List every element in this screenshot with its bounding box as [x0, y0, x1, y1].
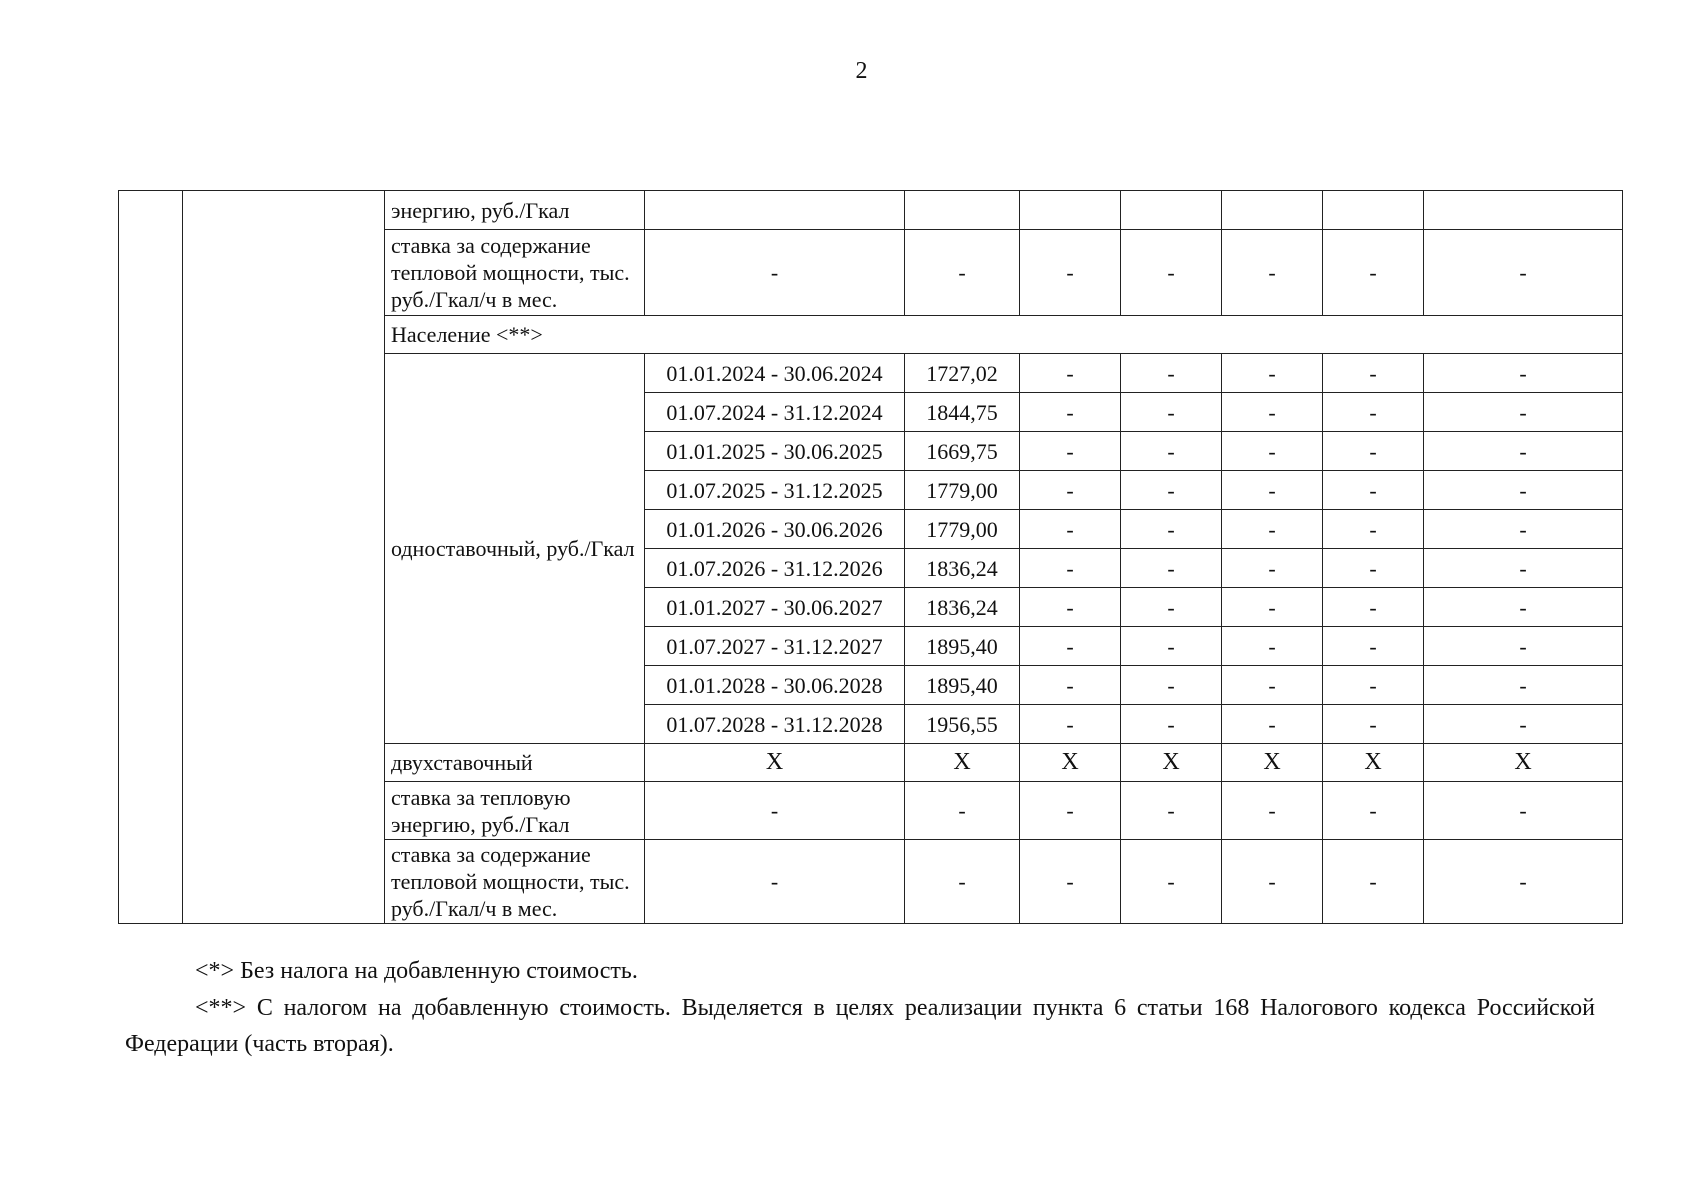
price-cell: 1836,24 [905, 588, 1020, 627]
table-cell: - [645, 230, 905, 316]
period-cell: 01.07.2027 - 31.12.2027 [645, 627, 905, 666]
price-cell: 1895,40 [905, 666, 1020, 705]
price-cell: 1895,40 [905, 627, 1020, 666]
table-cell: X [1020, 744, 1121, 782]
row-label: ставка за содержание тепловой мощности, тыс. руб./Гкал/ч в мес. [385, 840, 645, 924]
page-number: 2 [855, 58, 868, 84]
table-cell: - [1424, 627, 1623, 666]
table-cell: - [1424, 588, 1623, 627]
table-cell: - [905, 840, 1020, 924]
table-cell: - [1424, 393, 1623, 432]
price-cell: 1779,00 [905, 510, 1020, 549]
table-cell [1424, 191, 1623, 230]
table-cell: - [645, 840, 905, 924]
table-cell: - [905, 230, 1020, 316]
table-cell: - [1323, 471, 1424, 510]
row-label: двухставочный [385, 744, 645, 782]
table-cell: - [1424, 549, 1623, 588]
table-cell: - [1222, 471, 1323, 510]
table-cell: - [1020, 705, 1121, 744]
table-cell: - [1121, 627, 1222, 666]
row-label: одноставочный, руб./Гкал [385, 354, 645, 744]
table-cell: - [1020, 627, 1121, 666]
price-cell: 1836,24 [905, 549, 1020, 588]
table-cell: - [1121, 510, 1222, 549]
table-cell [1121, 191, 1222, 230]
price-cell: 1779,00 [905, 471, 1020, 510]
table-cell: - [1424, 432, 1623, 471]
tariff-table [118, 190, 1623, 924]
price-cell: 1844,75 [905, 393, 1020, 432]
table-cell: X [1222, 744, 1323, 782]
footnote-with-vat: <**> С налогом на добавленную стоимость. Выделяется в целях реализации пункта 6 статьи 168 Налогового кодекса Российской Федерации (часть вторая). [125, 995, 1595, 1057]
table-cell: X [1424, 744, 1623, 782]
table-cell: - [1424, 354, 1623, 393]
table-cell: - [645, 782, 905, 840]
price-cell: 1669,75 [905, 432, 1020, 471]
row-label: ставка за содержание тепловой мощности, тыс. руб./Гкал/ч в мес. [385, 230, 645, 316]
table-cell [1222, 191, 1323, 230]
table-cell: - [905, 782, 1020, 840]
table-cell: - [1424, 782, 1623, 840]
table-cell: X [645, 744, 905, 782]
table-cell: - [1424, 230, 1623, 316]
table-cell: - [1020, 588, 1121, 627]
table-cell: X [1121, 744, 1222, 782]
table-cell: - [1020, 666, 1121, 705]
table-cell: - [1323, 840, 1424, 924]
table-cell: - [1323, 432, 1424, 471]
table-cell: - [1121, 354, 1222, 393]
table-cell: - [1323, 627, 1424, 666]
table-cell: - [1222, 432, 1323, 471]
table-cell: - [1020, 230, 1121, 316]
table-cell: - [1222, 354, 1323, 393]
row-label: энергию, руб./Гкал [385, 191, 645, 230]
table-cell: - [1121, 230, 1222, 316]
table-cell: - [1424, 705, 1623, 744]
empty-cell-col2 [183, 191, 385, 924]
table-cell: - [1222, 230, 1323, 316]
table-cell: - [1121, 432, 1222, 471]
table-cell: - [1222, 510, 1323, 549]
table-cell: - [1222, 705, 1323, 744]
table-cell: - [1323, 705, 1424, 744]
table-cell: - [1222, 627, 1323, 666]
table-cell: - [1323, 393, 1424, 432]
table-cell: - [1020, 471, 1121, 510]
table-cell: - [1020, 432, 1121, 471]
table-cell: - [1323, 510, 1424, 549]
table-cell: - [1323, 549, 1424, 588]
table-cell: - [1424, 666, 1623, 705]
price-cell: 1956,55 [905, 705, 1020, 744]
table-cell: - [1222, 840, 1323, 924]
table-cell: - [1323, 354, 1424, 393]
period-cell: 01.07.2024 - 31.12.2024 [645, 393, 905, 432]
table-cell: - [1424, 840, 1623, 924]
period-cell: 01.01.2027 - 30.06.2027 [645, 588, 905, 627]
table-cell: - [1222, 393, 1323, 432]
table-cell: - [1323, 230, 1424, 316]
table-cell: - [1121, 588, 1222, 627]
table-cell: - [1020, 782, 1121, 840]
empty-cell-col1 [119, 191, 183, 924]
table-cell: - [1121, 471, 1222, 510]
table-cell: - [1020, 393, 1121, 432]
table-cell: - [1323, 666, 1424, 705]
row-label: ставка за тепловую энергию, руб./Гкал [385, 782, 645, 840]
period-cell: 01.07.2025 - 31.12.2025 [645, 471, 905, 510]
table-cell: - [1424, 471, 1623, 510]
table-cell: - [1121, 705, 1222, 744]
period-cell: 01.07.2026 - 31.12.2026 [645, 549, 905, 588]
period-cell: 01.01.2028 - 30.06.2028 [645, 666, 905, 705]
period-cell: 01.07.2028 - 31.12.2028 [645, 705, 905, 744]
table-cell [645, 191, 905, 230]
table-cell: - [1222, 782, 1323, 840]
table-cell: - [1323, 588, 1424, 627]
table-cell: - [1222, 588, 1323, 627]
footnote-no-vat: <*> Без налога на добавленную стоимость. [195, 958, 638, 984]
period-cell: 01.01.2025 - 30.06.2025 [645, 432, 905, 471]
table-cell: - [1121, 549, 1222, 588]
table-cell: - [1121, 666, 1222, 705]
table-cell: - [1121, 840, 1222, 924]
table-cell: - [1424, 510, 1623, 549]
table-cell: - [1323, 782, 1424, 840]
table-cell: - [1222, 666, 1323, 705]
table-cell: - [1020, 510, 1121, 549]
price-cell: 1727,02 [905, 354, 1020, 393]
period-cell: 01.01.2024 - 30.06.2024 [645, 354, 905, 393]
table-cell: - [1121, 393, 1222, 432]
table-cell: X [905, 744, 1020, 782]
table-cell: - [1222, 549, 1323, 588]
section-header: Население <**> [385, 316, 1623, 354]
table-cell: - [1020, 549, 1121, 588]
table-cell: - [1020, 354, 1121, 393]
table-cell: X [1323, 744, 1424, 782]
table-cell: - [1121, 782, 1222, 840]
table-cell [1323, 191, 1424, 230]
table-row [119, 191, 1623, 230]
table-cell [1020, 191, 1121, 230]
period-cell: 01.01.2026 - 30.06.2026 [645, 510, 905, 549]
table-cell: - [1020, 840, 1121, 924]
table-cell [905, 191, 1020, 230]
